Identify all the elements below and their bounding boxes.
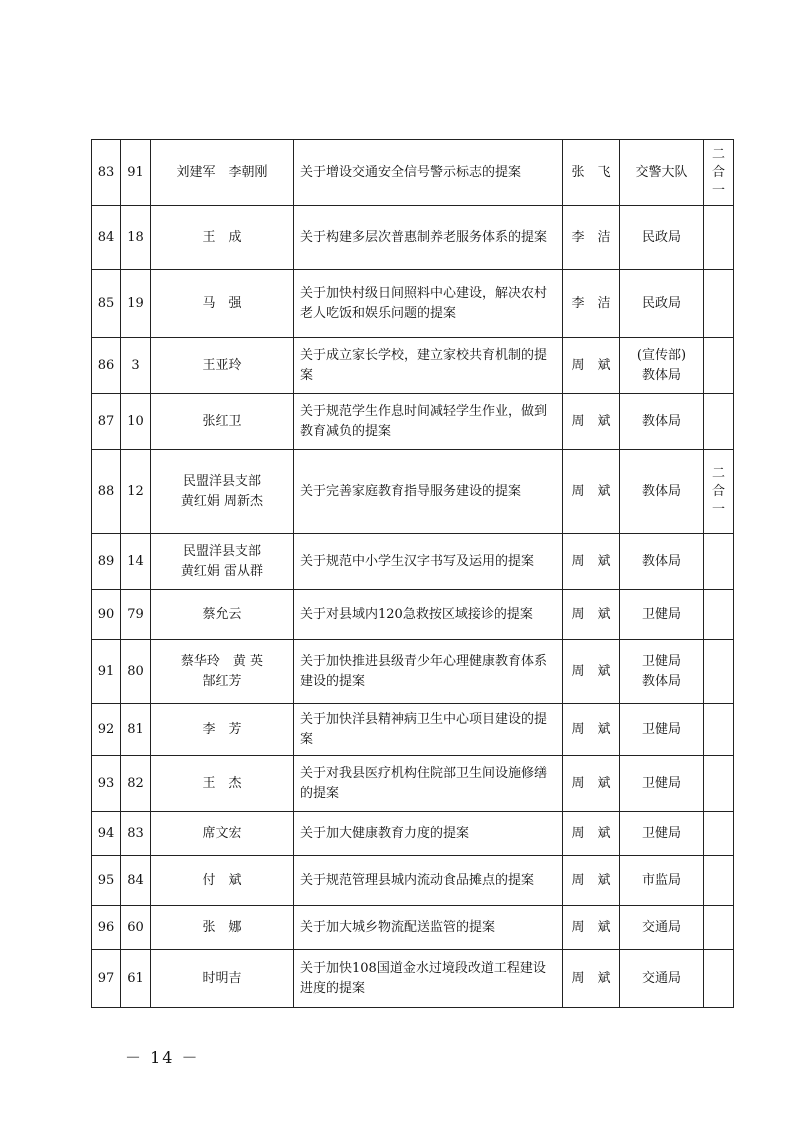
page-number: － 14 － <box>125 1048 200 1067</box>
cell-note <box>704 856 734 906</box>
cell-proposal-id: 12 <box>121 450 151 534</box>
cell-proposer: 李 芳 <box>151 704 294 756</box>
cell-proposal-id: 91 <box>121 140 151 206</box>
table-row <box>92 270 734 338</box>
table-body <box>92 140 734 1008</box>
cell-handler: 周 斌 <box>563 450 620 534</box>
cell-department: 卫健局 教体局 <box>620 640 704 704</box>
cell-proposal-id: 14 <box>121 534 151 590</box>
cell-handler: 周 斌 <box>563 534 620 590</box>
cell-seq: 91 <box>92 640 121 704</box>
cell-handler: 张 飞 <box>563 140 620 206</box>
cell-note <box>704 640 734 704</box>
cell-title: 关于成立家长学校，建立家校共育机制的提案 <box>294 338 563 394</box>
table-row <box>92 450 734 534</box>
cell-proposal-id: 10 <box>121 394 151 450</box>
cell-seq: 83 <box>92 140 121 206</box>
table-row <box>92 590 734 640</box>
cell-handler: 周 斌 <box>563 704 620 756</box>
cell-note: 二 合 一 <box>704 450 734 534</box>
table-row <box>92 812 734 856</box>
cell-seq: 94 <box>92 812 121 856</box>
table-row <box>92 338 734 394</box>
cell-department: (宣传部) 教体局 <box>620 338 704 394</box>
cell-handler: 李 洁 <box>563 270 620 338</box>
cell-handler: 周 斌 <box>563 906 620 950</box>
cell-seq: 87 <box>92 394 121 450</box>
cell-proposal-id: 83 <box>121 812 151 856</box>
table-row <box>92 950 734 1008</box>
cell-proposer: 民盟洋县支部 黄红娟 周新杰 <box>151 450 294 534</box>
cell-seq: 85 <box>92 270 121 338</box>
cell-handler: 李 洁 <box>563 206 620 270</box>
cell-title: 关于增设交通安全信号警示标志的提案 <box>294 140 563 206</box>
cell-department: 教体局 <box>620 394 704 450</box>
cell-note <box>704 206 734 270</box>
table-row <box>92 906 734 950</box>
cell-seq: 93 <box>92 756 121 812</box>
cell-note <box>704 270 734 338</box>
cell-proposal-id: 80 <box>121 640 151 704</box>
cell-handler: 周 斌 <box>563 812 620 856</box>
cell-title: 关于加大健康教育力度的提案 <box>294 812 563 856</box>
table-row <box>92 206 734 270</box>
cell-department: 卫健局 <box>620 812 704 856</box>
cell-proposer: 刘建军 李朝刚 <box>151 140 294 206</box>
cell-note <box>704 704 734 756</box>
cell-proposal-id: 3 <box>121 338 151 394</box>
cell-seq: 86 <box>92 338 121 394</box>
cell-seq: 97 <box>92 950 121 1008</box>
table-row <box>92 534 734 590</box>
cell-proposal-id: 60 <box>121 906 151 950</box>
cell-proposer: 张红卫 <box>151 394 294 450</box>
cell-proposal-id: 79 <box>121 590 151 640</box>
cell-handler: 周 斌 <box>563 338 620 394</box>
cell-seq: 92 <box>92 704 121 756</box>
cell-department: 卫健局 <box>620 704 704 756</box>
cell-proposer: 张 娜 <box>151 906 294 950</box>
table-row <box>92 704 734 756</box>
table-row <box>92 394 734 450</box>
cell-note <box>704 394 734 450</box>
table-row <box>92 756 734 812</box>
cell-proposer: 王亚玲 <box>151 338 294 394</box>
cell-note <box>704 756 734 812</box>
cell-proposer: 付 斌 <box>151 856 294 906</box>
cell-proposal-id: 18 <box>121 206 151 270</box>
cell-handler: 周 斌 <box>563 856 620 906</box>
table-row <box>92 640 734 704</box>
cell-seq: 88 <box>92 450 121 534</box>
cell-department: 民政局 <box>620 206 704 270</box>
cell-proposer: 王 杰 <box>151 756 294 812</box>
cell-title: 关于规范学生作息时间减轻学生作业，做到教育减负的提案 <box>294 394 563 450</box>
cell-note <box>704 338 734 394</box>
cell-department: 卫健局 <box>620 590 704 640</box>
cell-note: 二 合 一 <box>704 140 734 206</box>
cell-proposer: 蔡允云 <box>151 590 294 640</box>
cell-handler: 周 斌 <box>563 394 620 450</box>
cell-proposer: 马 强 <box>151 270 294 338</box>
cell-title: 关于加大城乡物流配送监管的提案 <box>294 906 563 950</box>
cell-title: 关于对我县医疗机构住院部卫生间设施修缮的提案 <box>294 756 563 812</box>
cell-handler: 周 斌 <box>563 950 620 1008</box>
proposal-table <box>91 139 734 1008</box>
cell-department: 交通局 <box>620 906 704 950</box>
cell-handler: 周 斌 <box>563 590 620 640</box>
cell-proposal-id: 19 <box>121 270 151 338</box>
cell-proposer: 时明吉 <box>151 950 294 1008</box>
cell-seq: 89 <box>92 534 121 590</box>
cell-title: 关于完善家庭教育指导服务建设的提案 <box>294 450 563 534</box>
cell-proposer: 席文宏 <box>151 812 294 856</box>
cell-note <box>704 950 734 1008</box>
cell-note <box>704 534 734 590</box>
cell-title: 关于加快村级日间照料中心建设，解决农村老人吃饭和娱乐问题的提案 <box>294 270 563 338</box>
cell-proposal-id: 81 <box>121 704 151 756</box>
cell-proposer: 王 成 <box>151 206 294 270</box>
cell-note <box>704 906 734 950</box>
cell-title: 关于对县域内120急救按区域接诊的提案 <box>294 590 563 640</box>
cell-title: 关于规范中小学生汉字书写及运用的提案 <box>294 534 563 590</box>
cell-department: 教体局 <box>620 534 704 590</box>
cell-department: 卫健局 <box>620 756 704 812</box>
cell-seq: 90 <box>92 590 121 640</box>
cell-title: 关于规范管理县城内流动食品摊点的提案 <box>294 856 563 906</box>
cell-proposal-id: 84 <box>121 856 151 906</box>
cell-proposer: 蔡华玲 黄 英 郜红芳 <box>151 640 294 704</box>
cell-title: 关于加快推进县级青少年心理健康教育体系建设的提案 <box>294 640 563 704</box>
cell-department: 交通局 <box>620 950 704 1008</box>
cell-proposal-id: 61 <box>121 950 151 1008</box>
cell-seq: 84 <box>92 206 121 270</box>
cell-seq: 95 <box>92 856 121 906</box>
cell-proposer: 民盟洋县支部 黄红娟 雷从群 <box>151 534 294 590</box>
cell-department: 市监局 <box>620 856 704 906</box>
cell-handler: 周 斌 <box>563 640 620 704</box>
cell-proposal-id: 82 <box>121 756 151 812</box>
cell-handler: 周 斌 <box>563 756 620 812</box>
cell-department: 教体局 <box>620 450 704 534</box>
table-row <box>92 140 734 206</box>
cell-seq: 96 <box>92 906 121 950</box>
cell-department: 民政局 <box>620 270 704 338</box>
cell-note <box>704 590 734 640</box>
cell-title: 关于构建多层次普惠制养老服务体系的提案 <box>294 206 563 270</box>
cell-department: 交警大队 <box>620 140 704 206</box>
cell-title: 关于加快洋县精神病卫生中心项目建设的提案 <box>294 704 563 756</box>
cell-title: 关于加快108国道金水过境段改道工程建设进度的提案 <box>294 950 563 1008</box>
table-row <box>92 856 734 906</box>
cell-note <box>704 812 734 856</box>
